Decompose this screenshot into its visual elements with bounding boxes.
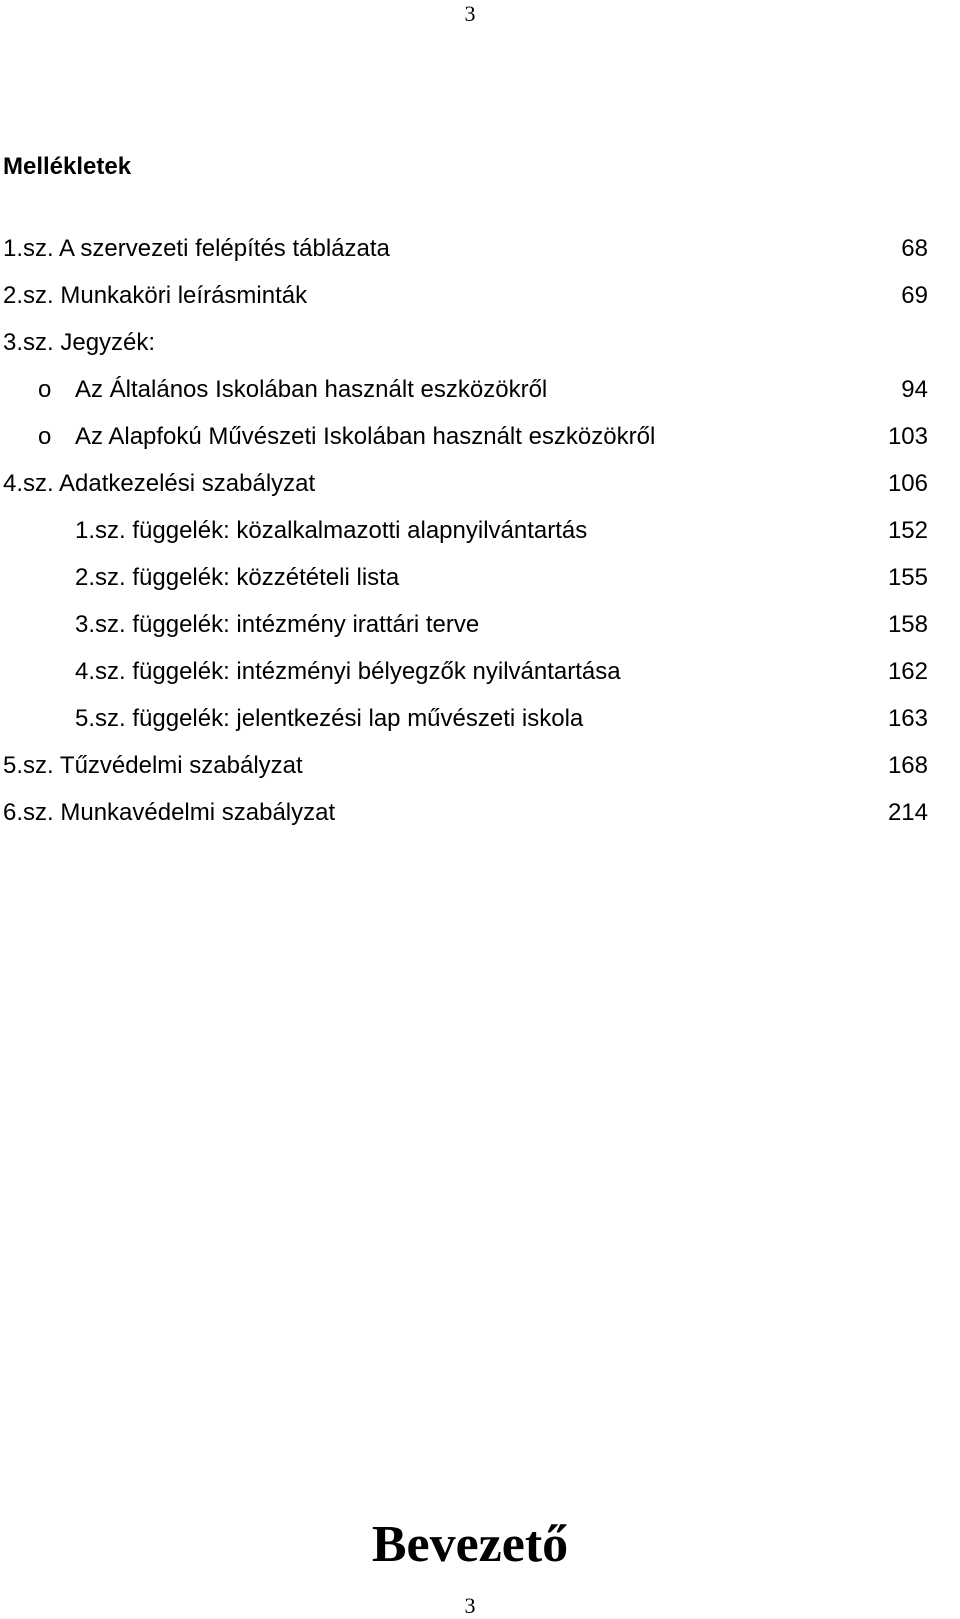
toc-entry xyxy=(0,610,960,657)
toc-entry-page: 106 xyxy=(887,470,928,497)
toc-entry-label: 3.sz. Jegyzék: xyxy=(3,329,156,356)
toc-entry-page: 94 xyxy=(901,376,928,403)
toc-entry xyxy=(0,422,960,469)
toc-entry-label: 5.sz. függelék: jelentkezési lap művészeti iskola xyxy=(75,705,584,732)
toc-entry xyxy=(0,469,960,516)
toc-entry-label: 6.sz. Munkavédelmi szabályzat xyxy=(3,799,336,826)
toc-entry xyxy=(0,704,960,751)
toc-entry-page: 103 xyxy=(887,423,928,450)
toc-bullet: o xyxy=(38,376,52,403)
toc-entry-page: 168 xyxy=(887,752,928,779)
toc-entry-page: 162 xyxy=(887,658,928,685)
toc-entry-label: 4.sz. függelék: intézményi bélyegzők nyilvántartása xyxy=(75,658,621,685)
toc-entry xyxy=(0,328,960,375)
toc-entry-page: 68 xyxy=(901,235,928,262)
toc-entry xyxy=(0,751,960,798)
section-title: Mellékletek xyxy=(3,153,132,180)
toc-entry xyxy=(0,234,960,281)
toc-entry-page: 69 xyxy=(901,282,928,309)
toc-entry-label: 4.sz. Adatkezelési szabályzat xyxy=(3,470,316,497)
toc-entry-label: 3.sz. függelék: intézmény irattári terve xyxy=(75,611,480,638)
toc-entry-label: 2.sz. Munkaköri leírásminták xyxy=(3,282,308,309)
toc-entry-label: Az Általános Iskolában használt eszközökről xyxy=(75,376,548,403)
toc-entry-label: 5.sz. Tűzvédelmi szabályzat xyxy=(3,752,303,779)
toc-entry-page: 152 xyxy=(887,517,928,544)
toc-entry xyxy=(0,281,960,328)
toc-entry-label: 2.sz. függelék: közzétételi lista xyxy=(75,564,400,591)
toc-entry-label: 1.sz. A szervezeti felépítés táblázata xyxy=(3,235,390,262)
toc-entry xyxy=(0,563,960,610)
toc-entry xyxy=(0,516,960,563)
table-of-contents xyxy=(0,234,960,845)
toc-entry-label: 1.sz. függelék: közalkalmazotti alapnyilvántartás xyxy=(75,517,588,544)
toc-entry xyxy=(0,657,960,704)
toc-entry xyxy=(0,798,960,845)
toc-bullet: o xyxy=(38,423,52,450)
toc-entry-page: 155 xyxy=(887,564,928,591)
toc-entry-page: 158 xyxy=(887,611,928,638)
toc-entry-page: 163 xyxy=(887,705,928,732)
page-number-bottom: 3 xyxy=(464,1593,476,1618)
toc-entry-label: Az Alapfokú Művészeti Iskolában használt eszközökről xyxy=(75,423,656,450)
toc-entry-page: 214 xyxy=(887,799,928,826)
chapter-heading: Bevezető xyxy=(371,1516,569,1573)
toc-entry xyxy=(0,375,960,422)
page-number-top: 3 xyxy=(464,1,476,26)
